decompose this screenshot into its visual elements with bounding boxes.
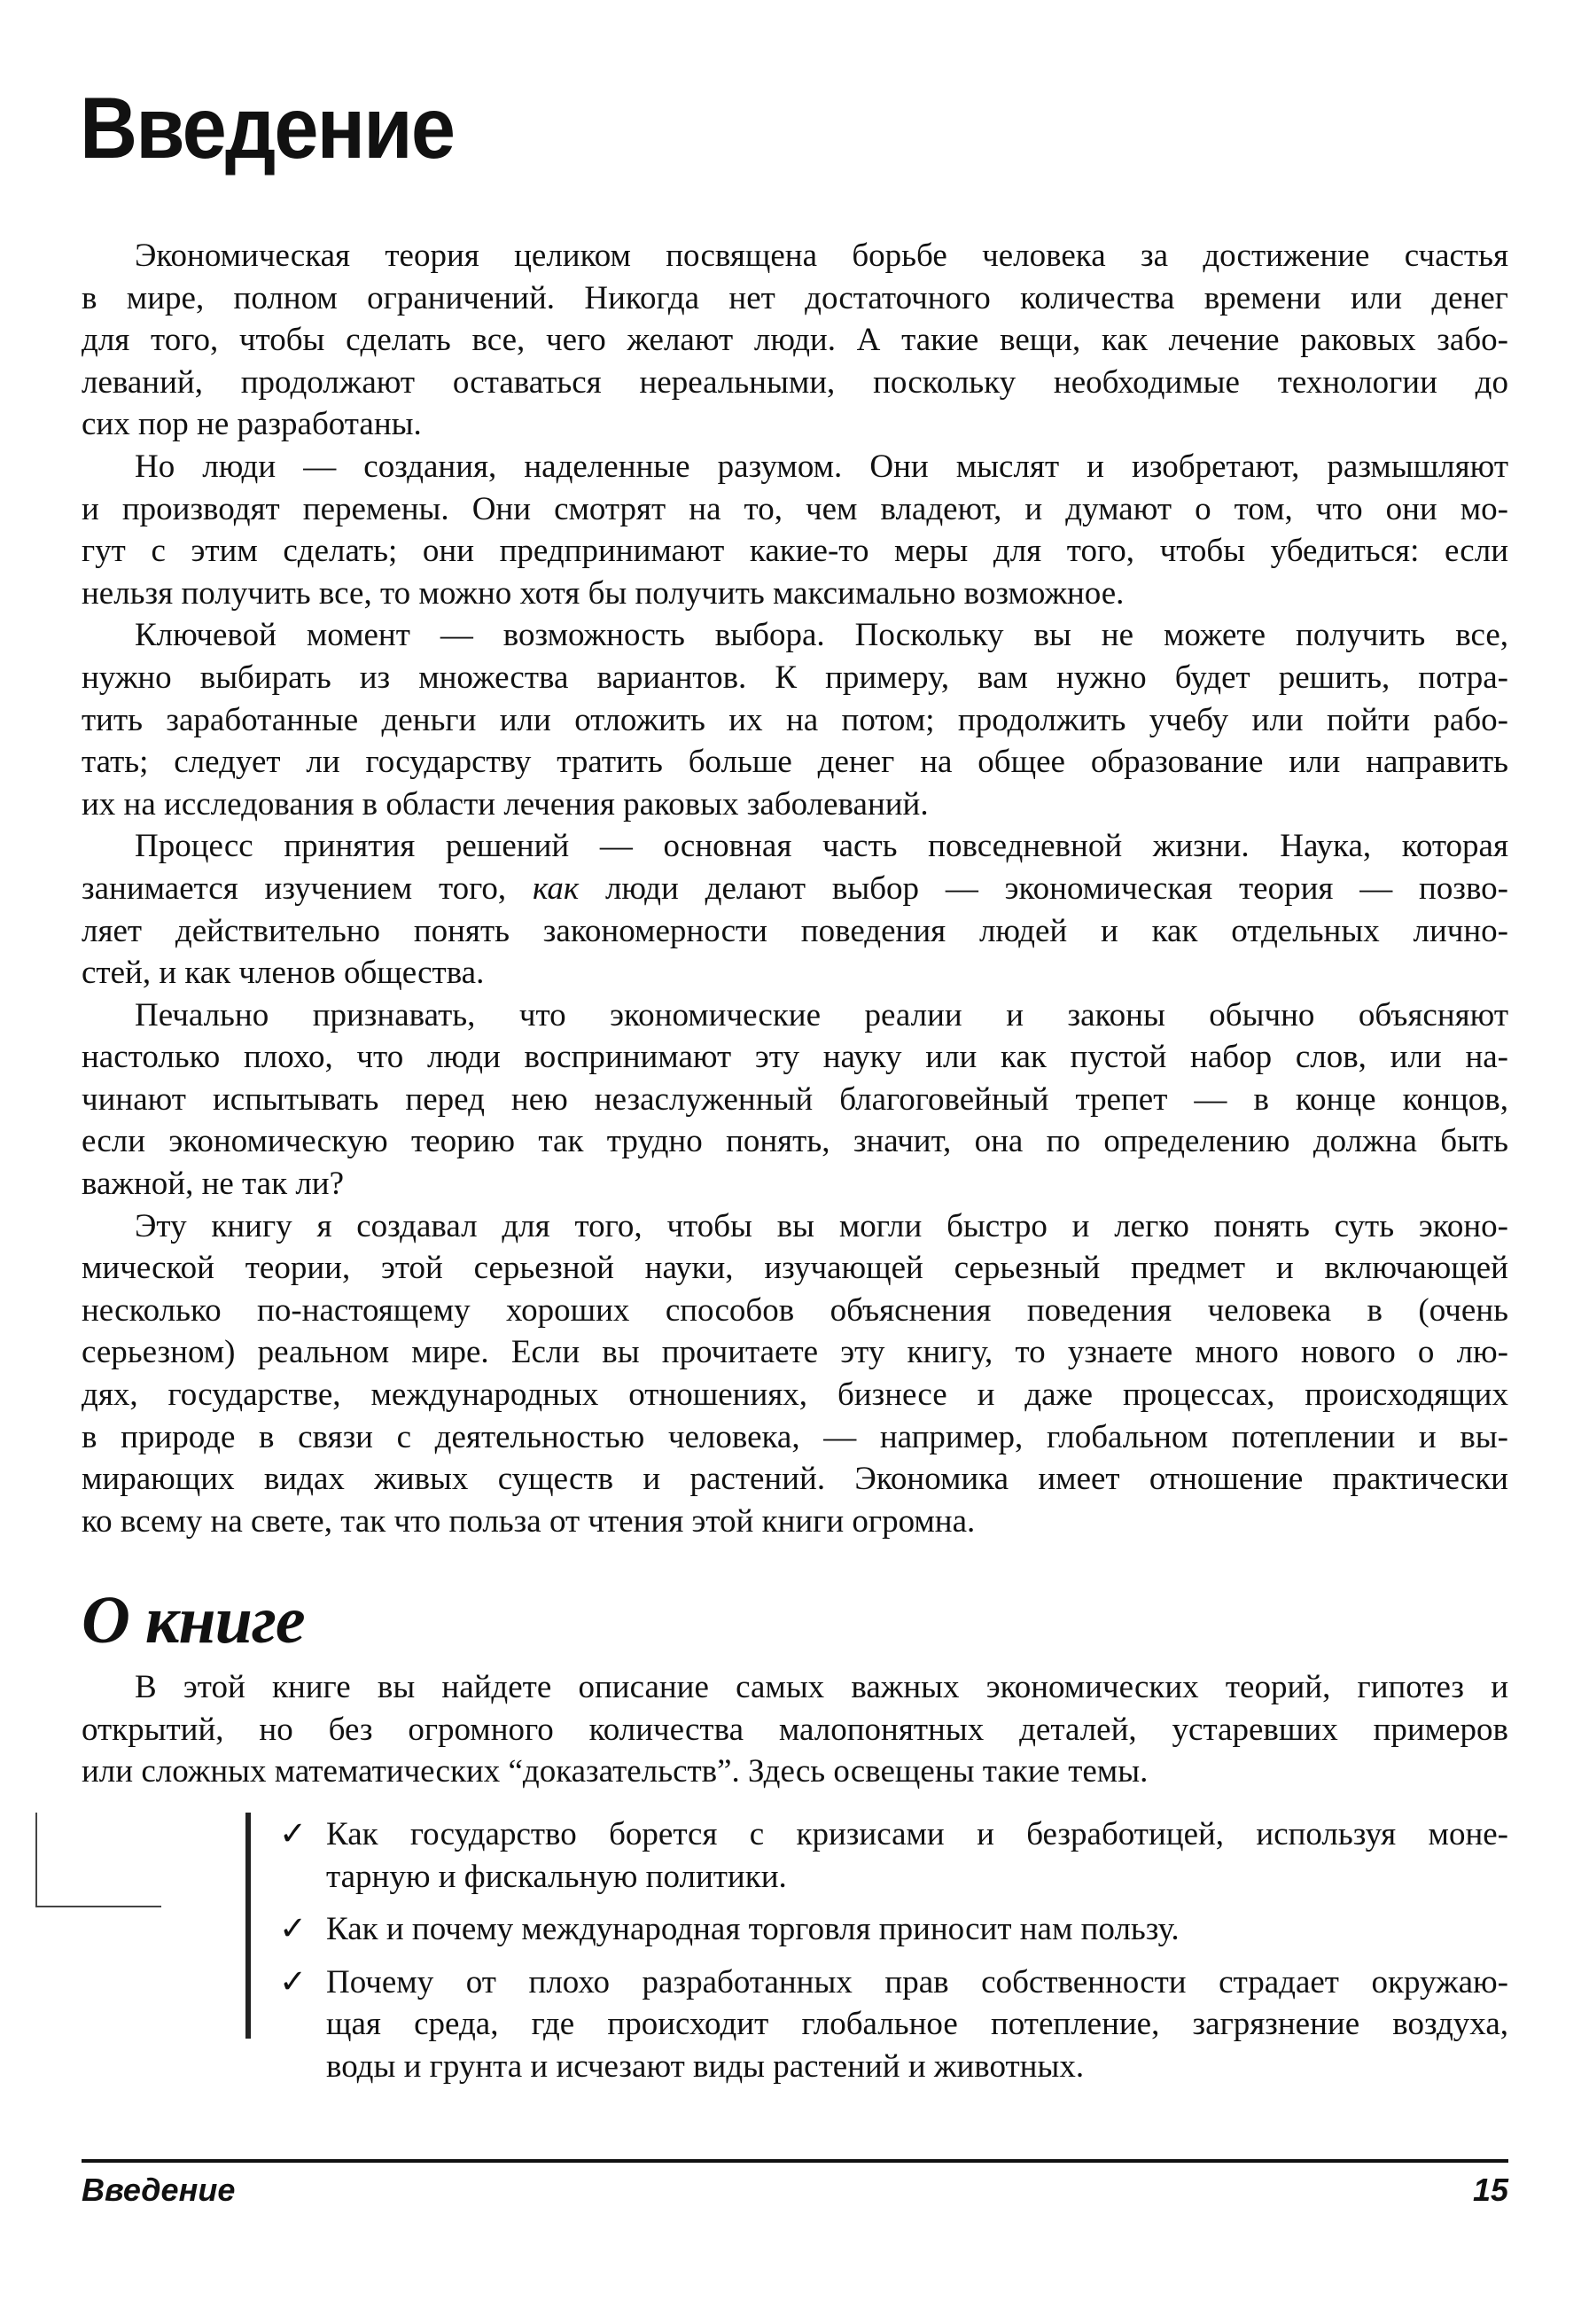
text-line: Процесс принятия решений — основная часть повседневной жизни. Наука, которая [135,828,1508,865]
text-line: Печально признавать, что экономические реалии и законы обычно объясняют [135,996,1508,1033]
text-line: тарную и фискальную политики. [326,1858,787,1895]
text-line: настолько плохо, что люди воспринимают эту науку или как пустой набор слов, или на- [82,1039,1508,1076]
text-line: мической теории, этой серьезной науки, изучающей серьезный предмет и включающей [82,1250,1508,1287]
text-line: В этой книге вы найдете описание самых важных экономических теорий, гипотез и [135,1669,1508,1705]
paragraph [82,994,1508,1205]
text-line: сих пор не разработаны. [82,406,422,443]
text-line: ко всему на свете, так что польза от чтения этой книги огромна. [82,1502,976,1540]
text-line: Экономическая теория целиком посвящена борьбе человека за достижение счастья [135,238,1508,274]
text-line: серьезном) реальном мире. Если вы прочитаете эту книгу, то узнаете много нового о лю- [82,1334,1508,1371]
text-line: щая среда, где происходит глобальное потепление, загрязнение воздуха, [326,2006,1508,2043]
text-line: Эту книгу я создавал для того, чтобы вы могли быстро и легко понять суть эконо- [135,1207,1508,1244]
intro-text [82,235,1508,1542]
section-text [82,1666,1508,1793]
paragraph [82,1205,1508,1543]
text-line: или сложных математических “доказательств”. Здесь освещены такие темы. [82,1753,1149,1790]
text-line: леваний, продолжают оставаться нереальными, поскольку необходимые технологии до [82,363,1508,401]
text-line: несколько по-настоящему хороших способов объяснения поведения человека в (очень [82,1291,1508,1329]
text-line: их на исследования в области лечения раковых заболеваний. [82,785,929,823]
paragraph [82,446,1508,614]
page-number: 15 [1472,2172,1508,2208]
footer-rule [82,2159,1508,2163]
text-line: нужно выбирать из множества вариантов. К примеру, вам нужно будет решить, потра- [82,659,1508,696]
bullet-item [279,1908,1508,1951]
bullet-list [279,1813,1508,2099]
text-line: мирающих видах живых существ и растений. Экономика имеет отношение практически [82,1461,1508,1498]
bullet-item [279,1961,1508,2088]
text-segment: люди делают выбор — экономическая теория — позво- [579,870,1508,907]
text-line: Как и почему международная торговля приносит нам пользу. [326,1911,1180,1948]
page-title: Введение [80,79,455,176]
checkmark-icon: ✓ [279,1963,308,2000]
paragraph [82,235,1508,446]
page-footer [82,2172,1508,2209]
text-line [82,868,1508,910]
margin-bracket [35,1813,161,1907]
text-line: Почему от плохо разработанных прав собственности страдает окружаю- [326,1963,1508,2000]
text-line: гут с этим сделать; они предпринимают какие-то меры для того, чтобы убедиться: если [82,533,1508,570]
text-line: для того, чтобы сделать все, чего желают люди. А такие вещи, как лечение раковых забо- [82,322,1508,359]
footer-chapter: Введение [82,2172,236,2208]
text-line: дях, государстве, международных отношениях, бизнесе и даже процессах, происходящих [82,1376,1508,1414]
text-line: стей, и как членов общества. [82,955,485,992]
checkmark-icon: ✓ [279,1816,308,1852]
text-line: Но люди — создания, наделенные разумом. Они мыслят и изобретают, размышляют [135,448,1508,485]
text-line: Как государство борется с кризисами и безработицей, используя моне- [326,1816,1508,1852]
checkmark-icon: ✓ [279,1911,308,1948]
text-segment: занимается изучением того, [82,870,533,907]
text-line: чинают испытывать перед нею незаслуженный благоговейный трепет — в конце концов, [82,1080,1508,1118]
paragraph [82,825,1508,994]
list-side-bar [245,1813,251,2039]
text-line: Ключевой момент — возможность выбора. Поскольку вы не можете получить все, [135,617,1508,654]
bullet-item [279,1813,1508,1898]
text-line: тать; следует ли государству тратить больше денег на общее образование или направить [82,744,1508,781]
text-line: воды и грунта и исчезают виды растений и животных. [326,2047,1085,2085]
emphasis: как [532,870,580,907]
text-line: открытий, но без огромного количества малопонятных деталей, устаревших примеров [82,1711,1508,1748]
text-line: нельзя получить все, то можно хотя бы получить максимально возможное. [82,574,1125,612]
text-line: если экономическую теорию так трудно понять, значит, она по определению должна быть [82,1123,1508,1160]
text-line: ляет действительно понять закономерности поведения людей и как отдельных лично- [82,912,1508,949]
text-line: и производят перемены. Они смотрят на то, чем владеют, и думают о том, что они мо- [82,490,1508,527]
text-line: в мире, полном ограничений. Никогда нет достаточного количества времени или денег [82,279,1508,316]
text-line: тить заработанные деньги или отложить их на потом; продолжить учебу или пойти рабо- [82,701,1508,738]
text-line: важной, не так ли? [82,1166,344,1203]
text-line: в природе в связи с деятельностью человека, — например, глобальном потеплении и вы- [82,1418,1508,1455]
paragraph [82,614,1508,825]
section-heading: О книге [82,1583,305,1657]
paragraph [82,1666,1508,1793]
